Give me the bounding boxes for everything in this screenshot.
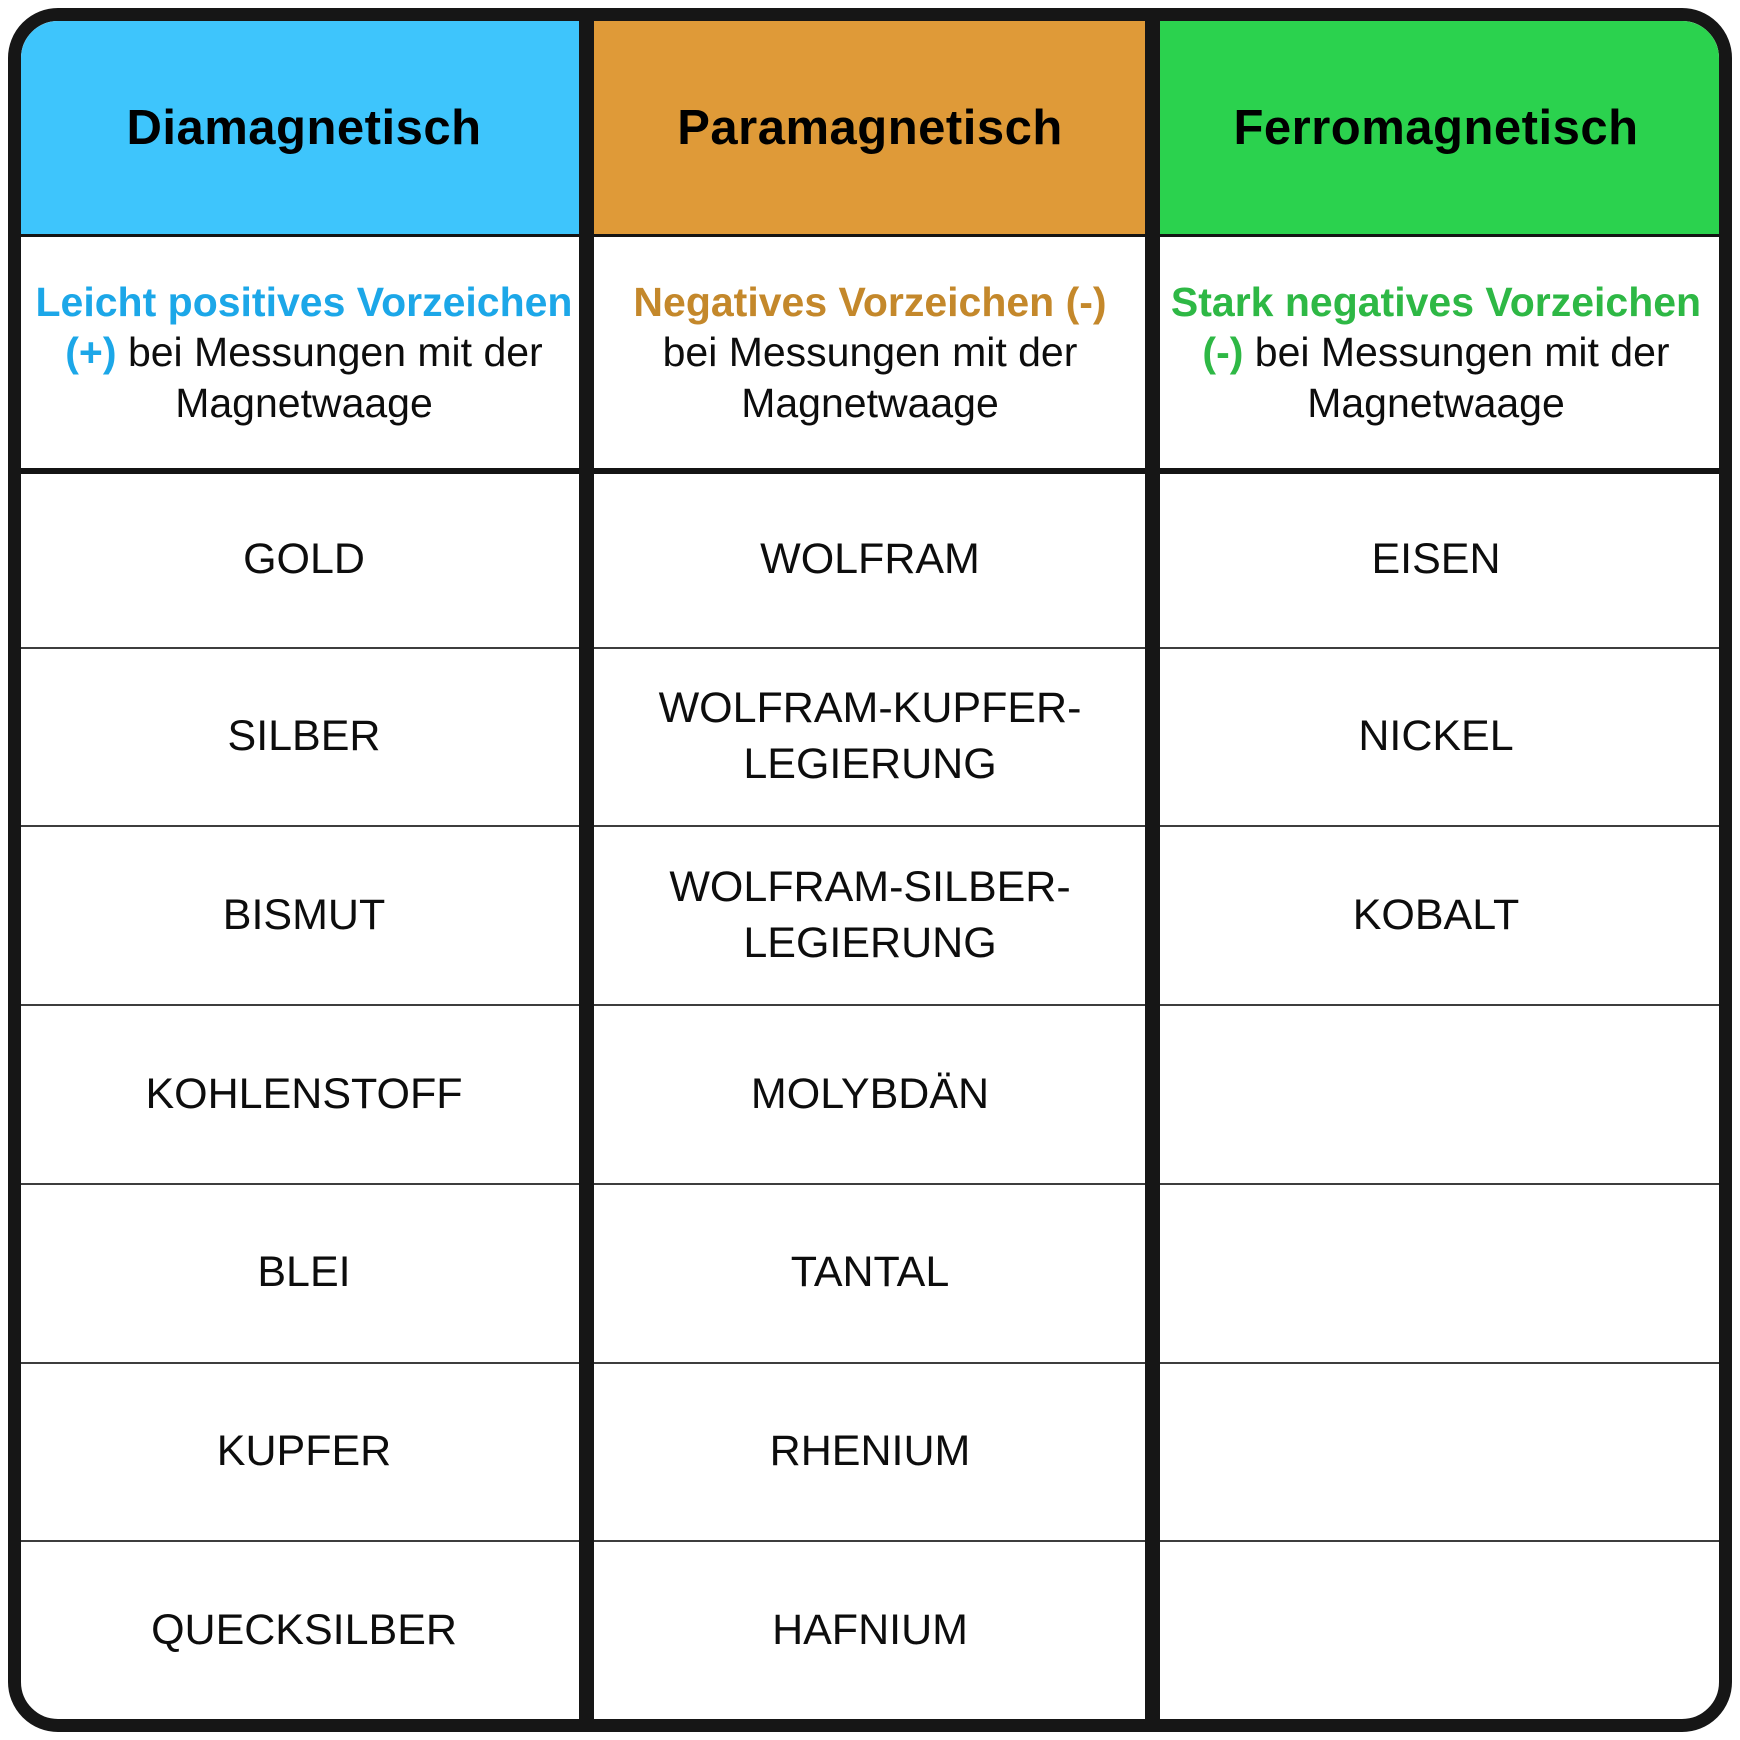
column-separator-1 [579,21,594,1719]
material-cell-c2-r2: KOBALT [1153,825,1719,1004]
column-header-diamagnetisch: Diamagnetisch [21,21,587,234]
material-cell-c2-r0: EISEN [1153,468,1719,647]
table-grid [21,21,1719,1719]
material-cell-c1-r1: WOLFRAM-KUPFER-LEGIERUNG [587,647,1153,826]
column-separator-2 [1145,21,1160,1719]
material-cell-c1-r6: HAFNIUM [587,1540,1153,1719]
subtitle-diamagnetisch [21,234,587,468]
material-cell-c1-r3: MOLYBDÄN [587,1004,1153,1183]
material-cell-c2-r4 [1153,1183,1719,1362]
material-cell-c0-r6: QUECKSILBER [21,1540,587,1719]
material-cell-c1-r2: WOLFRAM-SILBER-LEGIERUNG [587,825,1153,1004]
subtitle-text-ferromagnetisch [1167,277,1705,427]
material-cell-c2-r6 [1153,1540,1719,1719]
subtitle-rest-diamagnetisch: bei Messungen mit der Magnetwaage [127,329,543,426]
material-cell-c1-r5: RHENIUM [587,1362,1153,1541]
column-header-ferromagnetisch: Ferromagnetisch [1153,21,1719,234]
subtitle-text-diamagnetisch [35,277,573,427]
subtitle-highlight-diamagnetisch: Leicht positives Vorzeichen (+) [35,279,573,376]
material-cell-c0-r3: KOHLENSTOFF [21,1004,587,1183]
column-header-paramagnetisch: Paramagnetisch [587,21,1153,234]
subtitle-highlight-paramagnetisch: Negatives Vorzeichen (-) [633,279,1107,326]
subtitle-text-paramagnetisch [601,277,1139,427]
subtitle-paramagnetisch [587,234,1153,468]
material-cell-c0-r2: BISMUT [21,825,587,1004]
material-cell-c2-r1: NICKEL [1153,647,1719,826]
table-frame [8,8,1732,1732]
material-cell-c0-r5: KUPFER [21,1362,587,1541]
material-cell-c2-r5 [1153,1362,1719,1541]
subtitle-rest-paramagnetisch: bei Messungen mit der Magnetwaage [662,329,1078,426]
material-cell-c1-r4: TANTAL [587,1183,1153,1362]
material-cell-c0-r4: BLEI [21,1183,587,1362]
subtitle-highlight-ferromagnetisch: Stark negatives Vorzeichen (-) [1170,279,1702,376]
material-cell-c1-r0: WOLFRAM [587,468,1153,647]
material-cell-c0-r1: SILBER [21,647,587,826]
subtitle-rest-ferromagnetisch: bei Messungen mit der Magnetwaage [1254,329,1670,426]
material-cell-c2-r3 [1153,1004,1719,1183]
material-cell-c0-r0: GOLD [21,468,587,647]
subtitle-ferromagnetisch [1153,234,1719,468]
